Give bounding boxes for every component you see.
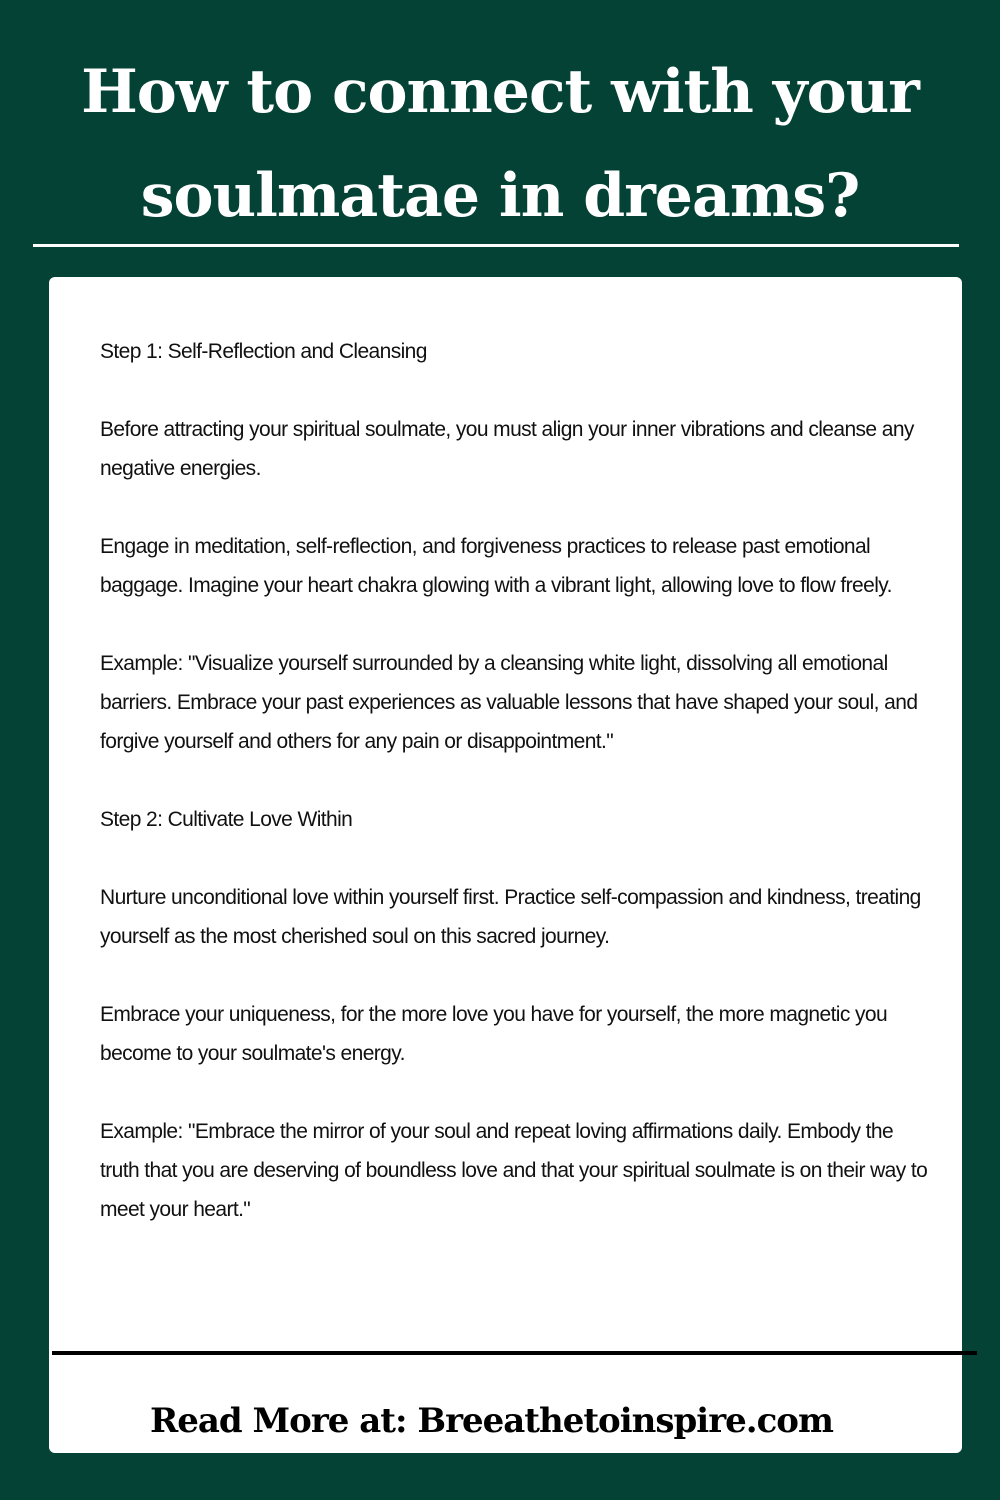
step-2-paragraph-1: Nurture unconditional love within yourself first. Practice self-compassion and kindness, treating yourself as the most cherished soul on this sacred journey.: [100, 886, 921, 948]
step-1-paragraph-1: Before attracting your spiritual soulmate, you must align your inner vibrations and cleanse any negative energies.: [100, 418, 914, 480]
title-line-2: soulmatae in dreams?: [140, 161, 860, 231]
step-1-heading: Step 1: Self-Reflection and Cleansing: [100, 340, 427, 363]
title-line-1: How to connect with your: [81, 57, 919, 127]
footer-divider: [52, 1351, 977, 1355]
content-card: [49, 277, 962, 1453]
step-2-heading: Step 2: Cultivate Love Within: [100, 808, 353, 831]
step-2-example: Example: "Embrace the mirror of your soul and repeat loving affirmations daily. Embody the truth that you are deserving of boundless love and that your spiritual soulmate is on their way to meet your heart.": [100, 1120, 928, 1221]
article-body: [100, 332, 930, 1268]
step-1-paragraph-2: Engage in meditation, self-reflection, and forgiveness practices to release past emotional baggage. Imagine your heart chakra glowing with a vibrant light, allowing love to flow freely.: [100, 535, 892, 597]
step-1-example: Example: "Visualize yourself surrounded by a cleansing white light, dissolving all emotional barriers. Embrace your past experiences as valuable lessons that have shaped your soul, and forgive yourself and others for any pain or disappointment.": [100, 652, 918, 753]
step-2-paragraph-2: Embrace your uniqueness, for the more love you have for yourself, the more magnetic you become to your soulmate's energy.: [100, 1003, 888, 1065]
read-more-link[interactable]: Read More at: Breeathetoinspire.com: [150, 1401, 833, 1441]
page-title: [0, 40, 1000, 248]
title-divider: [33, 244, 959, 247]
